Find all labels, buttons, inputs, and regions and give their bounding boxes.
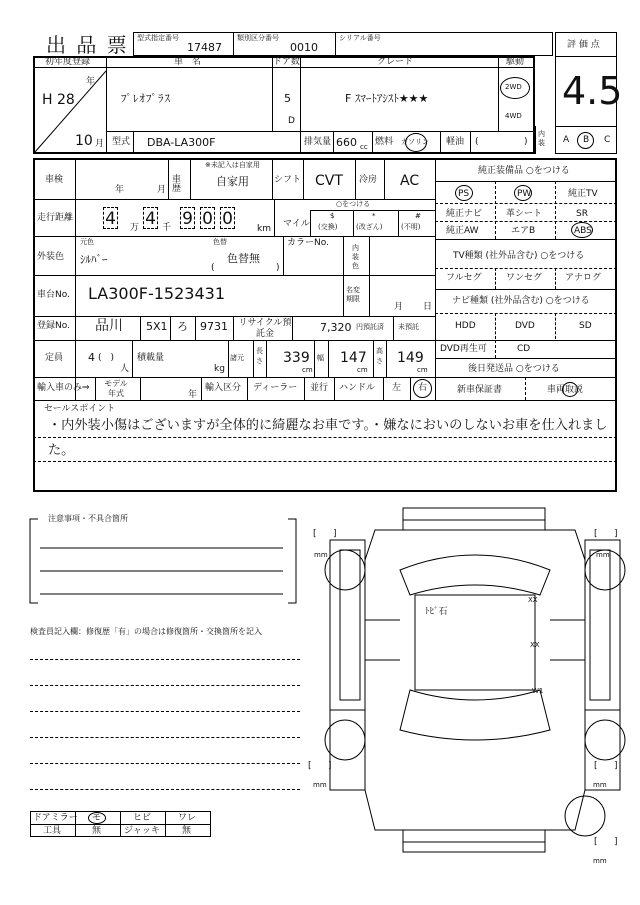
damage-mark-roof: ﾄﾋﾞ石	[425, 607, 448, 617]
repaint-label: 色替	[213, 238, 227, 246]
crack-label: ヒビ	[133, 813, 152, 823]
mm-bracket-fl-open: [	[313, 529, 317, 539]
grade-label: グレード	[377, 57, 414, 67]
equip-tv: 純正TV	[568, 189, 598, 199]
mm-bracket-fr-close: ]	[614, 529, 618, 539]
mileage-man: 万	[130, 223, 140, 233]
mm-bracket-fr-open: [	[594, 529, 598, 539]
width-cm: cm	[357, 366, 368, 374]
name-change-label: 名変期限	[346, 286, 360, 303]
jack-label: ジャッキ	[124, 826, 160, 836]
interior-b-circle	[577, 132, 594, 149]
reg-class: 5X1	[146, 320, 168, 333]
fuel-label: 燃料	[375, 137, 394, 147]
mirror-motor-circle	[88, 812, 106, 824]
use-value: 自家用	[216, 175, 249, 188]
interior-color-label: 内装色	[352, 244, 359, 270]
tv-analog: アナログ	[565, 273, 602, 283]
recycle-amount: 7,320	[320, 321, 352, 334]
equip-navi: 純正ナビ	[446, 209, 483, 219]
mileage-label: 走行距離	[37, 213, 74, 223]
mm-rr: mm	[593, 781, 607, 789]
form-title: 出 品 票	[46, 33, 129, 57]
capacity-value: 4	[88, 351, 95, 364]
equip-aw: 純正AW	[446, 226, 479, 236]
dvd-play: DVD再生可	[440, 344, 487, 354]
category-no: 0010	[290, 41, 318, 54]
color-label: 外装色	[37, 252, 65, 262]
inspection-month-unit: 月	[157, 185, 167, 195]
orig-color-value: ｼﾙﾊﾞｰ	[80, 253, 108, 266]
car-name: ﾌﾟﾚｵﾌﾟﾗｽ	[121, 92, 171, 105]
capacity-label: 定員	[45, 353, 64, 363]
doors-value: 5	[284, 92, 291, 105]
length-cm: cm	[302, 366, 313, 374]
eval-label: 評 価 点	[567, 40, 600, 50]
use-note: ※未記入は自家用	[205, 161, 260, 169]
handle-right-circle	[413, 379, 432, 398]
equip-sr: SR	[576, 209, 588, 219]
name-change-month: 月	[394, 302, 404, 312]
door-type: D	[288, 116, 295, 126]
tools-label: 工具	[43, 826, 62, 836]
diesel-paren-open: (	[475, 137, 479, 147]
recycle-not: 未預託	[398, 323, 419, 331]
orig-color-label: 元色	[80, 238, 94, 246]
load-kg: kg	[214, 364, 225, 374]
mm-fr: mm	[596, 551, 610, 559]
capacity-person: 人	[120, 364, 130, 374]
eval-score: 4.5	[562, 69, 623, 113]
tv-oneseg: ワンセグ	[506, 273, 543, 283]
mm-bracket-spare-close: ]	[614, 837, 618, 847]
category-label: 類別区分番号	[237, 34, 279, 42]
equip-ps: PS	[458, 189, 470, 199]
reg-number: 9731	[200, 320, 228, 333]
height-cm: cm	[417, 366, 428, 374]
chassis-label: 車台No.	[37, 290, 70, 300]
height-value: 149	[397, 350, 424, 366]
break-label: ワレ	[178, 813, 197, 823]
handle-left: 左	[392, 383, 402, 393]
cc-unit: cc	[360, 143, 368, 151]
car-name-label: 車 名	[174, 57, 202, 67]
equip-airbag: エアB	[511, 226, 536, 236]
mm-spare: mm	[593, 857, 607, 865]
displacement-label: 排気量	[304, 137, 332, 147]
drive-label: 駆動	[506, 57, 525, 67]
serial-label: シリアル番号	[339, 34, 381, 42]
mm-rl: mm	[313, 781, 327, 789]
drive-2wd: 2WD	[505, 83, 522, 91]
mm-bracket-rr-close: ]	[614, 761, 618, 771]
equip-ps-circle	[455, 185, 473, 201]
chassis-value: LA300F-1523431	[88, 284, 225, 303]
mileage-digit: 9	[180, 207, 195, 229]
ac-label: 冷房	[359, 175, 378, 185]
later-manual: 車両取説	[547, 385, 584, 395]
unit-dollar: $	[330, 212, 335, 220]
recycle-done: 円預託済	[356, 323, 384, 331]
later-warranty: 新車保証書	[457, 385, 503, 395]
interior-c: C	[604, 135, 611, 145]
model-cert-label: 型式指定番号	[137, 34, 179, 42]
model-cert-no: 17487	[187, 41, 222, 54]
mileage-digit: 0	[220, 207, 235, 229]
type-label: 型式	[112, 137, 131, 147]
drive-4wd: 4WD	[505, 112, 522, 120]
first-reg-month: 10	[75, 133, 93, 149]
reg-area: 品川	[95, 318, 123, 334]
interior-b: B	[583, 135, 590, 145]
model-year-unit: 年	[188, 390, 198, 400]
damage-mark-xx2: XX	[530, 641, 540, 649]
shift-label: シフト	[274, 175, 302, 185]
damage-mark-w1: W1	[532, 687, 544, 695]
unit-exchange: (交換)	[318, 223, 338, 231]
grade-value: F ｽﾏｰﾄｱｼｽﾄ★★★	[345, 92, 429, 105]
mileage-digit: 0	[200, 207, 215, 229]
history-label: 車歴	[172, 175, 182, 194]
inspection-label: 車検	[45, 175, 64, 185]
unit-header: ○をつける	[336, 200, 371, 208]
displacement-value: 660	[336, 136, 357, 149]
mileage-digit: 4	[143, 207, 158, 229]
fuel-circle	[405, 133, 427, 152]
mm-fl: mm	[314, 551, 328, 559]
equip-abs-circle	[571, 222, 593, 238]
navi-header: ナビ種類 (社外品含む) ○をつける	[452, 296, 590, 306]
color-no-label: カラーNo.	[287, 238, 329, 248]
unit-star: *	[372, 212, 376, 220]
caution-box	[28, 515, 298, 605]
mirror-motor: モ	[92, 813, 102, 823]
mm-bracket-rl-close: ]	[328, 761, 332, 771]
import-class-label: 輸入区分	[205, 383, 242, 393]
navi-hdd: HDD	[455, 321, 476, 331]
tv-fullseg: フルセグ	[446, 273, 482, 283]
equip-pw: PW	[517, 189, 532, 199]
mm-bracket-spare-open: [	[594, 837, 598, 847]
import-parallel: 並行	[310, 383, 329, 393]
mileage-digit: 4	[103, 207, 118, 229]
tools-none: 無	[92, 826, 102, 836]
unit-unknown: (不明)	[401, 223, 421, 231]
sales-line-1: ・内外装小傷はございますが全体的に綺麗なお車です。・嫌なにおいのしないお車を仕入れまし	[48, 418, 608, 433]
tv-header: TV種類 (社外品含む) ○をつける	[453, 251, 585, 261]
later-header: 後日発送品 ○をつける	[468, 364, 560, 374]
mirror-label: ドアミラー	[33, 813, 78, 823]
dims-label: 諸元	[230, 354, 244, 362]
type-value: DBA-LA300F	[147, 136, 216, 149]
equip-header: 純正装備品 ○をつける	[478, 166, 570, 176]
repaint-value: 色替無	[227, 252, 260, 265]
navi-sd: SD	[579, 321, 592, 331]
mileage-km: km	[257, 224, 271, 234]
import-label: 輸入車のみ⇒	[37, 383, 90, 393]
month-unit: 月	[95, 139, 105, 149]
model-year-label: モデル年式	[104, 379, 128, 398]
car-damage-diagram	[300, 500, 630, 870]
sales-label: セールスポイント	[44, 404, 116, 414]
handle-right: 右	[418, 383, 428, 393]
mm-bracket-rl-open: [	[308, 761, 312, 771]
width-label: 幅	[317, 354, 324, 362]
diesel-label: 軽油	[446, 137, 465, 147]
reg-label: 登録No.	[37, 321, 70, 331]
interior-label: 内装	[538, 130, 545, 147]
mm-bracket-fl-close: ]	[333, 529, 337, 539]
jack-none: 無	[182, 826, 192, 836]
drive-2wd-circle	[500, 77, 530, 99]
unit-mile: マイル	[283, 219, 310, 229]
recycle-label: リサイクル預託金	[238, 318, 292, 339]
inspector-label: 検査員記入欄：修復歴「有」の場合は修復箇所・交換箇所を記入	[30, 627, 262, 636]
caution-label: 注意事項・不具合箇所	[48, 514, 128, 523]
later-manual-mark	[562, 382, 578, 397]
first-reg-label: 初年度登録	[45, 57, 91, 67]
year-unit: 年	[86, 77, 96, 87]
equip-abs: ABS	[574, 226, 592, 236]
mileage-sen: 千	[162, 223, 172, 233]
unit-tampered: (改ざん)	[356, 223, 383, 231]
navi-dvd: DVD	[515, 321, 535, 331]
length-label: 長さ	[256, 347, 263, 365]
doors-label: ドア数	[273, 57, 300, 67]
first-reg-era: H 28	[42, 92, 75, 108]
length-value: 339	[283, 350, 310, 366]
equip-pw-circle	[514, 185, 532, 201]
height-label: 高さ	[376, 347, 383, 365]
load-label: 積載量	[137, 353, 165, 363]
sales-line-2: た。	[48, 443, 75, 458]
inspection-year-unit: 年	[115, 185, 125, 195]
damage-mark-xx1: XX	[528, 596, 538, 604]
equip-leather: 革シート	[506, 209, 543, 219]
diesel-paren-close: )	[524, 137, 528, 147]
interior-a: A	[563, 135, 570, 145]
import-dealer: ディーラー	[253, 383, 298, 393]
ac-value: AC	[400, 173, 420, 189]
reg-kana: ろ	[177, 320, 188, 333]
shift-value: CVT	[315, 173, 343, 189]
cd-label: CD	[517, 344, 531, 354]
mm-bracket-rr-open: [	[594, 761, 598, 771]
unit-hash: #	[415, 212, 421, 220]
handle-label: ハンドル	[339, 383, 376, 393]
width-value: 147	[340, 350, 367, 366]
fuel-gasoline: ガソリン	[401, 138, 429, 146]
